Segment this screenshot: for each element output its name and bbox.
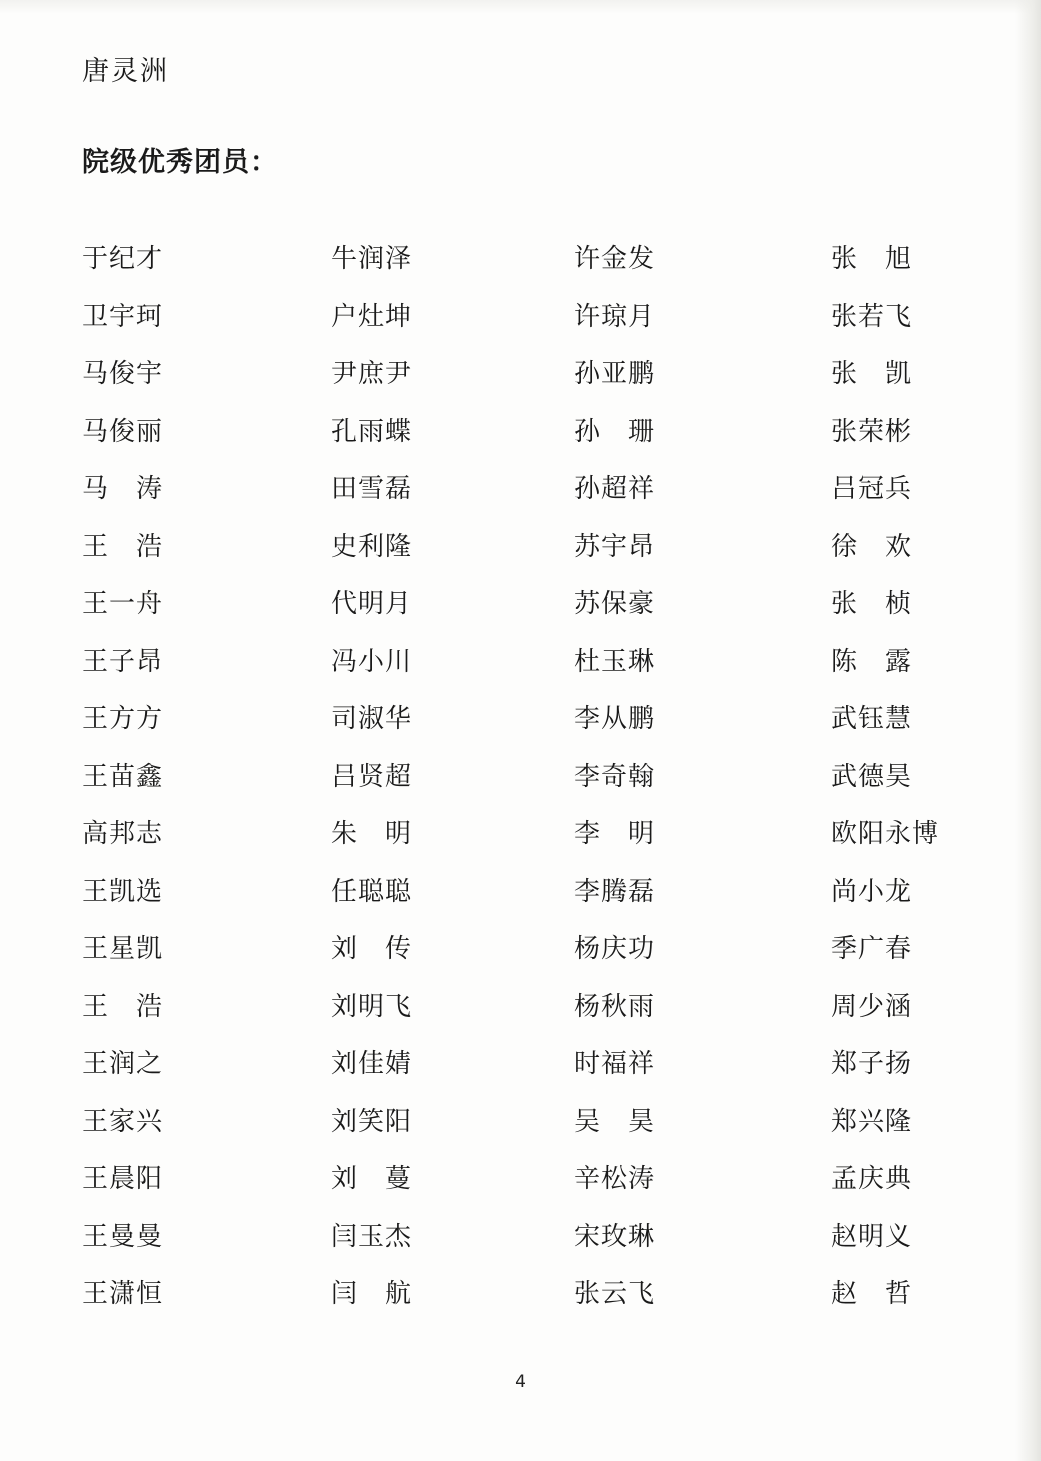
name-cell: 闫玉杰 [331, 1221, 413, 1252]
name-cell: 王 浩 [82, 991, 164, 1022]
name-cell: 户灶坤 [331, 301, 413, 332]
name-cell: 王苗鑫 [82, 761, 164, 792]
name-cell: 辛松涛 [574, 1164, 656, 1195]
section-heading: 院级优秀团员： [82, 147, 278, 179]
name-cell: 苏宇昂 [574, 531, 656, 562]
name-cell: 刘笑阳 [331, 1106, 413, 1137]
page-number: 4 [515, 1372, 526, 1392]
name-cell: 孟庆典 [831, 1164, 913, 1195]
name-cell: 杜玉琳 [574, 646, 656, 677]
name-cell: 宋玫琳 [574, 1221, 656, 1252]
name-cell: 许金发 [574, 244, 656, 275]
name-cell: 王潇恒 [82, 1279, 164, 1310]
name-cell: 刘明飞 [331, 991, 413, 1022]
name-cell: 武德昊 [831, 761, 913, 792]
name-cell: 孙 珊 [574, 416, 656, 447]
name-cell: 史利隆 [331, 531, 413, 562]
name-cell: 代明月 [331, 589, 413, 620]
name-cell: 许琼月 [574, 301, 656, 332]
name-cell: 司淑华 [331, 704, 413, 735]
name-cell: 刘佳婧 [331, 1049, 413, 1080]
name-cell: 孙超祥 [574, 474, 656, 505]
name-cell: 孔雨蝶 [331, 416, 413, 447]
name-cell: 王方方 [82, 704, 164, 735]
name-cell: 杨庆功 [574, 934, 656, 965]
name-cell: 赵明义 [831, 1221, 913, 1252]
name-cell: 张 凯 [831, 359, 913, 390]
name-cell: 李 明 [574, 819, 656, 850]
name-cell: 于纪才 [82, 244, 164, 275]
name-cell: 李从鹏 [574, 704, 656, 735]
document-content [82, 0, 982, 1324]
name-cell: 王 浩 [82, 531, 164, 562]
name-cell: 李腾磊 [574, 876, 656, 907]
name-cell: 郑子扬 [831, 1049, 913, 1080]
name-cell: 时福祥 [574, 1049, 656, 1080]
name-cell: 田雪磊 [331, 474, 413, 505]
name-cell: 吴 昊 [574, 1106, 656, 1137]
name-cell: 张 旭 [831, 244, 913, 275]
name-cell: 苏保豪 [574, 589, 656, 620]
name-cell: 徐 欢 [831, 531, 913, 562]
name-cell: 王子昂 [82, 646, 164, 677]
name-cell: 任聪聪 [331, 876, 413, 907]
name-cell: 闫 航 [331, 1279, 413, 1310]
name-cell: 王晨阳 [82, 1164, 164, 1195]
name-cell: 吕冠兵 [831, 474, 913, 505]
name-cell: 张若飞 [831, 301, 913, 332]
name-cell: 马俊丽 [82, 416, 164, 447]
name-cell: 季广春 [831, 934, 913, 965]
name-cell: 尹庶尹 [331, 359, 413, 390]
name-cell: 吕贤超 [331, 761, 413, 792]
name-grid [82, 231, 982, 1324]
name-cell: 武钰慧 [831, 704, 913, 735]
name-cell: 欧阳永博 [831, 819, 940, 850]
name-cell: 赵 哲 [831, 1279, 913, 1310]
lead-name: 唐灵洲 [82, 56, 169, 87]
name-cell: 孙亚鹏 [574, 359, 656, 390]
name-cell: 周少涵 [831, 991, 913, 1022]
name-cell: 陈 露 [831, 646, 913, 677]
name-cell: 冯小川 [331, 646, 413, 677]
name-cell: 尚小龙 [831, 876, 913, 907]
name-cell: 王家兴 [82, 1106, 164, 1137]
name-cell: 张荣彬 [831, 416, 913, 447]
name-cell: 卫宇珂 [82, 301, 164, 332]
name-cell: 王曼曼 [82, 1221, 164, 1252]
name-cell: 马俊宇 [82, 359, 164, 390]
name-cell: 王一舟 [82, 589, 164, 620]
name-cell: 王凯选 [82, 876, 164, 907]
name-cell: 张云飞 [574, 1279, 656, 1310]
name-cell: 王润之 [82, 1049, 164, 1080]
name-cell: 李奇翰 [574, 761, 656, 792]
name-cell: 朱 明 [331, 819, 413, 850]
name-cell: 牛润泽 [331, 244, 413, 275]
name-cell: 高邦志 [82, 819, 164, 850]
name-cell: 王星凯 [82, 934, 164, 965]
name-cell: 马 涛 [82, 474, 164, 505]
name-cell: 郑兴隆 [831, 1106, 913, 1137]
name-cell: 张 桢 [831, 589, 913, 620]
scan-edge-right [1015, 0, 1041, 1461]
name-cell: 刘 蔓 [331, 1164, 413, 1195]
name-cell: 刘 传 [331, 934, 413, 965]
name-cell: 杨秋雨 [574, 991, 656, 1022]
